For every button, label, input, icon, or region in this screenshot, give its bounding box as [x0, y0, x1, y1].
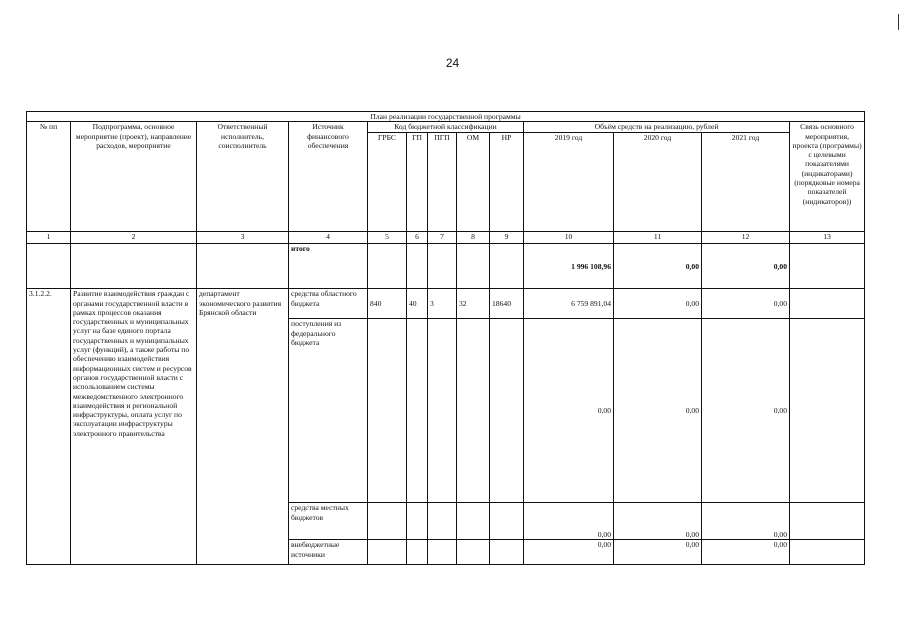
header-2021: 2021 год: [702, 133, 790, 232]
row-source: поступления из федерального бюджета: [289, 319, 368, 503]
column-number: 1: [27, 232, 71, 244]
table-title: План реализации государственной программы: [27, 112, 865, 122]
row-pgp: 3: [428, 289, 457, 319]
header-num: № пп: [27, 122, 71, 232]
total-2021: 0,00: [702, 244, 790, 289]
row-om: [457, 503, 490, 540]
column-number: 12: [702, 232, 790, 244]
header-budget-code: Код бюджетной классификации: [368, 122, 524, 133]
header-2020: 2020 год: [614, 133, 702, 232]
item-responsible: департамент экономического развития Брянской области: [197, 289, 289, 565]
row-grbs: [368, 503, 407, 540]
row-2021: 0,00: [702, 503, 790, 540]
scan-edge-mark: [898, 14, 899, 30]
row-pgp: [428, 319, 457, 503]
row-np: [490, 540, 524, 565]
row-gp: [407, 503, 428, 540]
column-number: 11: [614, 232, 702, 244]
row-gp: [407, 540, 428, 565]
column-number: 7: [428, 232, 457, 244]
column-number: 6: [407, 232, 428, 244]
row-om: 32: [457, 289, 490, 319]
row-source: средства местных бюджетов: [289, 503, 368, 540]
column-number: 8: [457, 232, 490, 244]
row-2021: 0,00: [702, 289, 790, 319]
row-om: [457, 319, 490, 503]
header-responsible: Ответственный исполнитель, соисполнитель: [197, 122, 289, 232]
row-source: внебюджетные источники: [289, 540, 368, 565]
row-2020: 0,00: [614, 319, 702, 503]
column-number: 5: [368, 232, 407, 244]
header-subprogram: Подпрограмма, основное мероприятие (проект), направление расходов, мероприятие: [71, 122, 197, 232]
row-grbs: [368, 319, 407, 503]
row-om: [457, 540, 490, 565]
row-source: средства областного бюджета: [289, 289, 368, 319]
row-gp: [407, 319, 428, 503]
column-number: 4: [289, 232, 368, 244]
row-2019: 0,00: [524, 319, 614, 503]
row-pgp: [428, 503, 457, 540]
row-2019: 0,00: [524, 503, 614, 540]
page-number: 24: [445, 56, 460, 70]
column-number: 2: [71, 232, 197, 244]
table-row: [27, 289, 865, 319]
header-grbs: ГРБС: [368, 133, 407, 232]
row-2020: 0,00: [614, 540, 702, 565]
total-label: итого: [289, 244, 368, 289]
row-grbs: 840: [368, 289, 407, 319]
total-row: [27, 244, 865, 289]
header-2019: 2019 год: [524, 133, 614, 232]
row-2019: 6 759 891,04: [524, 289, 614, 319]
row-2021: 0,00: [702, 540, 790, 565]
row-grbs: [368, 540, 407, 565]
row-np: [490, 319, 524, 503]
column-number: 9: [490, 232, 524, 244]
row-2020: 0,00: [614, 289, 702, 319]
header-link: Связь основного мероприятия, проекта (программы) с целевыми показателями (индикаторами) (порядковые номера показателей (индикаторов)): [790, 122, 865, 232]
header-np: НР: [490, 133, 524, 232]
column-numbers-row: [27, 232, 865, 244]
row-pgp: [428, 540, 457, 565]
column-number: 3: [197, 232, 289, 244]
row-2021: 0,00: [702, 319, 790, 503]
column-number: 10: [524, 232, 614, 244]
header-funds: Объём средств на реализацию, рублей: [524, 122, 790, 133]
header-source: Источник финансового обеспечения: [289, 122, 368, 232]
header-pgp: ПГП: [428, 133, 457, 232]
header-om: ОМ: [457, 133, 490, 232]
plan-table: [26, 111, 865, 565]
row-np: 18640: [490, 289, 524, 319]
total-2019: 1 996 108,96: [524, 244, 614, 289]
total-2020: 0,00: [614, 244, 702, 289]
item-name: Развитие взаимодействия граждан с органами государственной власти в рамках процессов оказания государственных и муниципальных услуг на базе единого портала государственных и муниципальных услуг (функций), а также работы по обеспечению взаимодействия информационных систем и ресурсов органов государственной власти с использованием системы межведомственного электронного взаимодействия и региональной инфраструктуры, оплата услуг по эксплуатации инфраструктуры электронного правительства: [71, 289, 197, 565]
column-number: 13: [790, 232, 865, 244]
row-2020: 0,00: [614, 503, 702, 540]
row-np: [490, 503, 524, 540]
header-gp: ГП: [407, 133, 428, 232]
item-number: 3.1.2.2.: [27, 289, 71, 565]
row-2019: 0,00: [524, 540, 614, 565]
row-gp: 40: [407, 289, 428, 319]
